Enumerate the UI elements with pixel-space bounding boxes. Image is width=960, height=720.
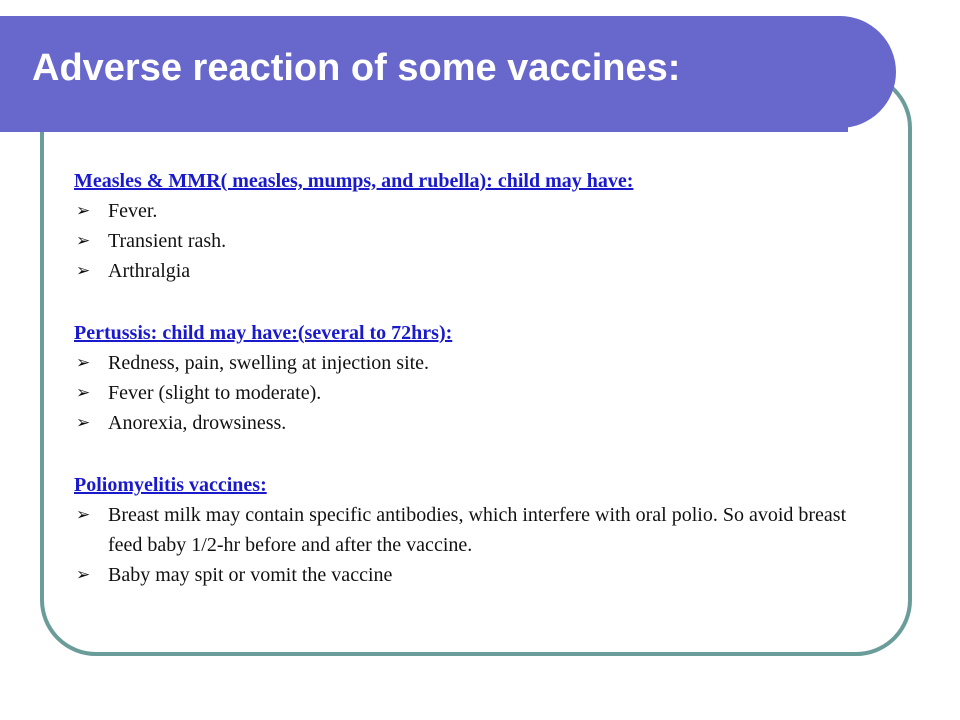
list-item	[74, 256, 874, 286]
list-item-text: Breast milk may contain specific antibodies, which interfere with oral polio. So avoid breast feed baby 1/2-hr before and after the vaccine.	[108, 504, 847, 556]
slide-title: Adverse reaction of some vaccines:	[32, 47, 681, 89]
section-heading: Measles & MMR( measles, mumps, and rubella): child may have:	[74, 170, 634, 192]
section-poliomyelitis	[74, 470, 874, 590]
list-item-text: Transient rash.	[108, 230, 227, 252]
arrow-bullet-icon: ➢	[76, 505, 91, 524]
list-item-text: Arthralgia	[108, 260, 191, 282]
list-item-text: Fever.	[108, 200, 158, 222]
list-item	[74, 226, 874, 256]
arrow-bullet-icon: ➢	[76, 231, 91, 250]
list-item	[74, 378, 874, 408]
arrow-bullet-icon: ➢	[76, 261, 91, 280]
arrow-bullet-icon: ➢	[76, 383, 91, 402]
list-item	[74, 196, 874, 226]
arrow-bullet-icon: ➢	[76, 201, 91, 220]
list-item-text: Fever (slight to moderate).	[108, 382, 322, 404]
arrow-bullet-icon: ➢	[76, 353, 91, 372]
list-item	[74, 560, 874, 590]
section-pertussis	[74, 318, 874, 438]
list-item-text: Baby may spit or vomit the vaccine	[108, 564, 393, 586]
list-item	[74, 408, 874, 438]
list-item-text: Redness, pain, swelling at injection site.	[108, 352, 430, 374]
section-heading: Pertussis: child may have:(several to 72hrs):	[74, 322, 453, 344]
list-item	[74, 348, 874, 378]
section-measles	[74, 166, 874, 286]
title-underline	[0, 126, 848, 132]
section-spacer	[74, 286, 874, 318]
arrow-bullet-icon: ➢	[76, 565, 91, 584]
section-heading: Poliomyelitis vaccines:	[74, 474, 267, 496]
slide-content	[74, 166, 874, 590]
arrow-bullet-icon: ➢	[76, 413, 91, 432]
list-item-text: Anorexia, drowsiness.	[108, 412, 287, 434]
section-spacer	[74, 438, 874, 470]
list-item	[74, 500, 874, 560]
